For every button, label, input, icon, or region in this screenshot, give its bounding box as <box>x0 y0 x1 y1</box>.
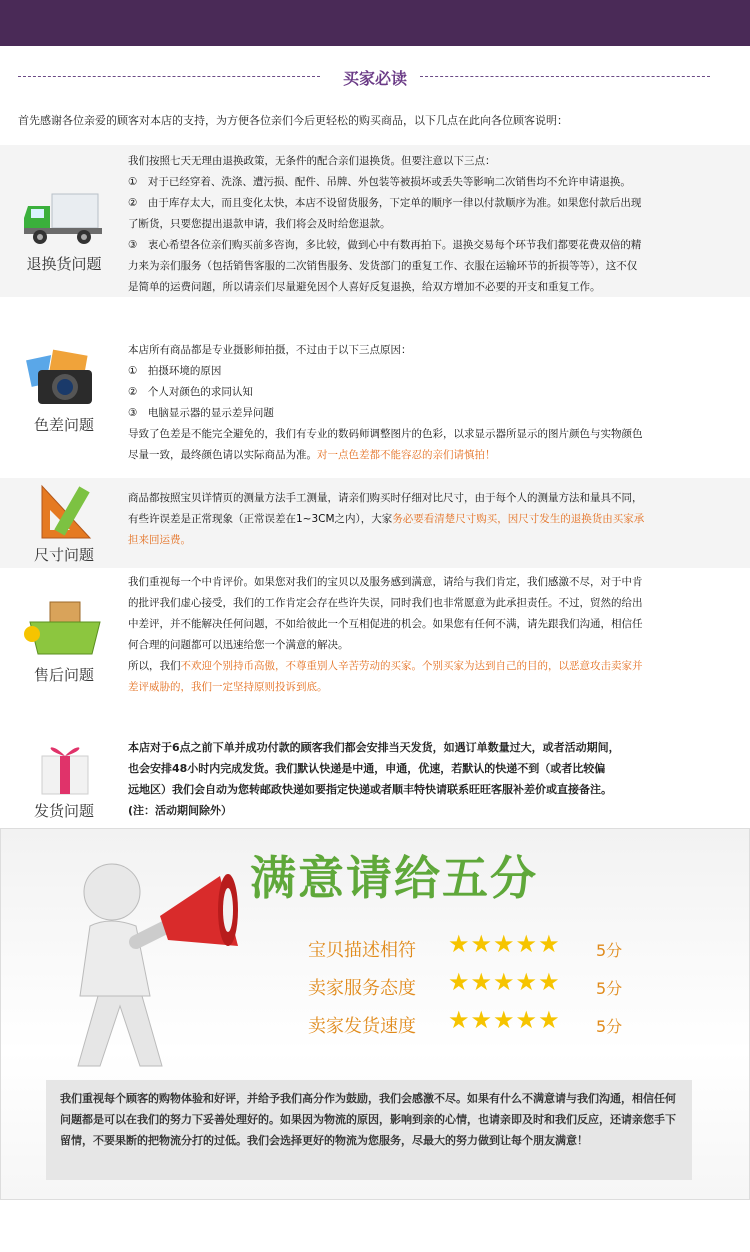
color-line: 本店所有商品都是专业摄影师拍摄，不过由于以下三点原因： <box>128 344 412 356</box>
color-line-plain: 尽量一致，最终颜色请以实际商品为准。 <box>128 449 317 461</box>
top-banner <box>0 0 750 46</box>
rating-label-service: 卖家服务态度 <box>308 978 416 999</box>
aftersale-line <box>128 656 728 677</box>
aftersale-text <box>128 572 728 698</box>
color-line: ③ 电脑显示器的显示差异问题 <box>128 407 274 419</box>
rating-label-description: 宝贝描述相符 <box>308 940 416 961</box>
rating-score: 5分 <box>596 1017 623 1036</box>
rating-score: 5分 <box>596 941 623 960</box>
rating-stars: ★★★★★ <box>448 968 561 996</box>
intro-text: 首先感谢各位亲爱的顾客对本店的支持，为方便各位亲们今后更轻松的购买商品，以下几点在此向各位顾客说明： <box>18 114 568 127</box>
size-warning: 务必要看清楚尺寸购买，因尺寸发生的退换货由买家承 <box>392 513 645 525</box>
size-line-plain: 有些许误差是正常现象（正常误差在1~3CM之内），大家 <box>128 513 393 525</box>
returns-section <box>0 145 750 297</box>
rating-title: 满意请给五分 <box>250 851 538 905</box>
aftersale-warning: 不欢迎个别持币高傲，不尊重别人辛苦劳动的买家。个别买家为达到自己的目的，以恶意攻击卖家并 <box>180 660 643 672</box>
rating-score: 5分 <box>596 979 623 998</box>
color-line: ② 个人对颜色的求同认知 <box>128 386 253 398</box>
aftersale-line: 中差评，并不能解决任何问题，不如给彼此一个互相促进的机会。如果您有任何不满，请先跟我们沟通，相信任 <box>128 618 643 630</box>
aftersale-line: 我们重视每一个中肯评价。如果您对我们的宝贝以及服务感到满意，请给与我们肯定，我们感激不尽，对于中肯 <box>128 576 643 588</box>
rating-stars: ★★★★★ <box>448 1006 561 1034</box>
color-label: 色差问题 <box>33 416 94 434</box>
shipping-line: 本店对于6点之前下单并成功付款的顾客我们都会安排当天发货，如遇订单数量过大，或者活动期间， <box>128 741 620 754</box>
size-section <box>0 478 750 568</box>
shipping-line: 也会安排48小时内完成发货。我们默认快递是中通，申通，优速，若默认的快递不到（或者比较偏 <box>128 762 606 775</box>
page-title: 买家必读 <box>342 69 407 88</box>
color-line: ① 拍摄环境的原因 <box>128 365 222 377</box>
rating-note: 我们重视每个顾客的购物体验和好评，并给予我们高分作为鼓励，我们会感激不尽。如果有什么不满意请与我们沟通，相信任何问题都是可以在我们的努力下妥善处理好的。如果因为物流的原因，影响到亲的心情，也请亲即及时和我们反应，还请亲您手下留情，不要果断的把物流分打的过低。我们会选择更好的物流为您服务，尽最大的努力做到让每个朋友满意！ <box>46 1080 692 1180</box>
aftersale-section <box>0 568 750 698</box>
size-text <box>128 488 728 551</box>
size-label: 尺寸问题 <box>33 546 94 564</box>
aftersale-line-plain: 所以，我们 <box>128 660 181 672</box>
returns-label: 退换货问题 <box>26 255 102 273</box>
aftersale-warning: 差评威胁的，我们一定坚持原则投诉到底。 <box>128 681 328 693</box>
returns-line: ① 对于已经穿着、洗涤、遭污损、配件、吊牌、外包装等被损坏或丢失等影响二次销售均不允许申请退换。 <box>128 176 631 188</box>
truck-icon <box>20 190 110 250</box>
aftersale-line: 何合理的问题都可以迅速给您一个满意的解决。 <box>128 639 349 651</box>
size-warning: 担来回运费。 <box>128 534 191 546</box>
color-warning: 对一点色差都不能容忍的亲们请慎拍！ <box>317 449 496 461</box>
rating-label-shipping: 卖家发货速度 <box>308 1016 416 1037</box>
returns-line: 是简单的运费问题，所以请亲们尽量避免因个人喜好反复退换，给双方增加不必要的开支和重复工作。 <box>128 281 601 293</box>
returns-line: 了断货，只要您提出退款申请，我们将会及时给您退款。 <box>128 218 391 230</box>
color-line: 导致了色差是不能完全避免的，我们有专业的数码师调整图片的色彩，以求显示器所显示的图片颜色与实物颜色 <box>128 428 643 440</box>
returns-line: ② 由于库存太大，而且变化太快，本店不设留货服务，下定单的顺序一律以付款顺序为准。如果您付款后出现 <box>128 197 642 209</box>
dashed-divider-right <box>420 76 710 77</box>
color-line <box>128 445 728 466</box>
rating-stars: ★★★★★ <box>448 930 561 958</box>
returns-line: 力来为亲们服务（包括销售客服的二次销售服务、发货部门的重复工作、衣服在运输环节的折损等等），这不仅 <box>128 260 638 272</box>
section-title-row <box>0 62 750 92</box>
ruler-icon <box>20 482 110 542</box>
aftersale-label: 售后问题 <box>33 666 94 684</box>
shipping-line: 远地区）我们会自动为您转邮政快递如要指定快递或者顺丰特快请联系旺旺客服补差价或直接备注。 <box>128 783 612 796</box>
size-line <box>128 509 728 530</box>
returns-line: ③ 衷心希望各位亲们购买前多咨询，多比较，做到心中有数再拍下。退换交易每个环节我们都要花费双倍的精 <box>128 239 642 251</box>
megaphone-person-icon <box>40 846 280 1076</box>
color-section <box>0 336 750 470</box>
returns-line: 我们按照七天无理由退换政策，无条件的配合亲们退换货。但要注意以下三点： <box>128 155 496 167</box>
returns-text <box>128 151 728 298</box>
shipping-text <box>120 733 732 825</box>
aftersale-line: 的批评我们虚心接受，我们的工作肯定会存在些许失误，同时我们也非常愿意为此承担责任。不过，贸然的给出 <box>128 597 643 609</box>
shopping-basket-icon <box>20 598 110 658</box>
shipping-text-box <box>120 733 732 819</box>
shipping-line: (注：活动期间除外） <box>128 804 233 817</box>
color-text <box>128 340 728 466</box>
size-line: 商品都按照宝贝详情页的测量方法手工测量，请亲们购买时仔细对比尺寸，由于每个人的测量方法和量具不同， <box>128 492 643 504</box>
camera-icon <box>20 348 110 408</box>
gift-box-icon <box>20 736 110 796</box>
shipping-label: 发货问题 <box>33 802 94 820</box>
